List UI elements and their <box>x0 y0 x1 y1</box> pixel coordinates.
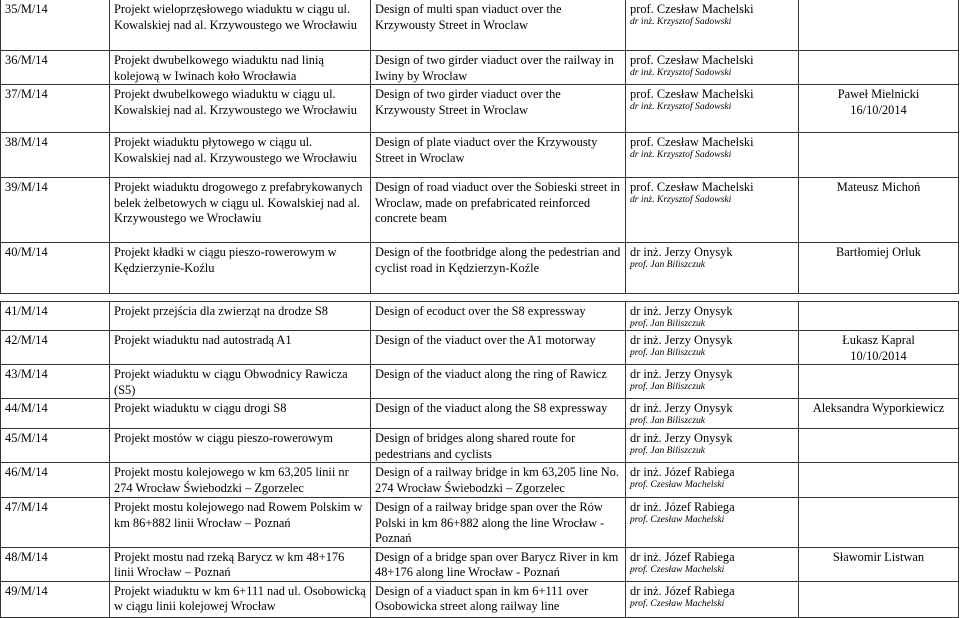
polish-title: Projekt dwubelkowego wiaduktu nad linią kolejową w Iwinach koło Wrocławia <box>110 51 371 85</box>
student-name: Łukasz Kapral <box>842 333 915 347</box>
supervisors <box>626 302 799 331</box>
student-cell <box>799 85 959 133</box>
thesis-number: 36/M/14 <box>1 51 110 85</box>
student-cell <box>799 243 959 294</box>
supervisors <box>626 498 799 548</box>
polish-title: Projekt wiaduktu płytowego w ciągu ul. Kowalskiej nad al. Krzywoustego we Wrocławiu <box>110 133 371 178</box>
supervisor: prof. Czesław Machelski <box>630 180 754 194</box>
student-name: Sławomir Listwan <box>832 549 925 564</box>
english-title: Design of a viaduct span in km 6+111 over Osobowicka street along railway line <box>371 581 626 617</box>
table-row <box>1 243 959 294</box>
english-title: Design of a bridge span over Barycz River in km 48+176 along line Wrocław - Poznań <box>371 547 626 581</box>
co-supervisor: prof. Czesław Machelski <box>630 597 725 609</box>
english-title: Design of a railway bridge in km 63,205 line No. 274 Wrocław Świebodzki – Zgorzelec <box>371 463 626 498</box>
student-cell <box>799 581 959 617</box>
supervisor: dr inż. Józef Rabiega <box>630 500 735 514</box>
student-cell <box>799 331 959 365</box>
thesis-number: 42/M/14 <box>1 331 110 365</box>
table-row <box>1 547 959 581</box>
thesis-number: 47/M/14 <box>1 498 110 548</box>
co-supervisor: dr inż. Krzysztof Sadowski <box>630 101 732 112</box>
table-row <box>1 331 959 365</box>
table-row <box>1 399 959 429</box>
supervisors <box>626 85 799 133</box>
table-row <box>1 581 959 617</box>
supervisor: dr inż. Jerzy Onysyk <box>630 304 733 318</box>
assignment-date: 16/10/2014 <box>850 102 907 117</box>
student-name: Paweł Mielnicki <box>837 87 920 101</box>
table-row <box>1 463 959 498</box>
polish-title: Projekt wiaduktu w km 6+111 nad ul. Osobowicką w ciągu linii kolejowej Wrocław <box>110 581 371 617</box>
polish-title: Projekt wiaduktu nad autostradą A1 <box>110 331 371 365</box>
thesis-table-top <box>0 0 959 294</box>
thesis-number: 35/M/14 <box>1 0 110 51</box>
english-title: Design of multi span viaduct over the Krzywousty Street in Wroclaw <box>371 0 626 51</box>
supervisors <box>626 463 799 498</box>
thesis-number: 46/M/14 <box>1 463 110 498</box>
co-supervisor: prof. Czesław Machelski <box>630 514 725 525</box>
student-cell <box>799 547 959 581</box>
student-name: Mateusz Michoń <box>836 180 921 194</box>
english-title: Design of road viaduct over the Sobieski street in Wroclaw, made on prefabricated reinforced concrete beam <box>371 178 626 243</box>
polish-title: Projekt mostu nad rzeką Barycz w km 48+176 linii Wrocław – Poznań <box>110 547 371 581</box>
student-cell <box>799 429 959 463</box>
student-cell <box>799 463 959 498</box>
supervisor: prof. Czesław Machelski <box>630 2 754 16</box>
polish-title: Projekt wieloprzęsłowego wiaduktu w ciągu ul. Kowalskiej nad al. Krzywoustego we Wrocławiu <box>110 0 371 51</box>
thesis-number: 37/M/14 <box>1 85 110 133</box>
supervisor: dr inż. Jerzy Onysyk <box>630 431 733 445</box>
student-cell <box>799 178 959 243</box>
polish-title: Projekt mostu kolejowego nad Rowem Polskim w km 86+882 linii Wrocław – Poznań <box>110 498 371 548</box>
table-row <box>1 0 959 51</box>
polish-title: Projekt mostów w ciągu pieszo-rowerowym <box>110 429 371 463</box>
english-title: Design of two girder viaduct over the railway in Iwiny by Wroclaw <box>371 51 626 85</box>
english-title: Design of the footbridge along the pedestrian and cyclist road in Kędzierzyn-Koźle <box>371 243 626 294</box>
co-supervisor: prof. Czesław Machelski <box>630 479 725 490</box>
table-row <box>1 365 959 399</box>
student-cell <box>799 498 959 548</box>
polish-title: Projekt kładki w ciągu pieszo-rowerowym w Kędzierzynie-Koźlu <box>110 243 371 294</box>
english-title: Design of a railway bridge span over the Rów Polski in km 86+882 along the line Wrocław - Poznań <box>371 498 626 548</box>
english-title: Design of two girder viaduct over the Krzywousty Street in Wroclaw <box>371 85 626 133</box>
polish-title: Projekt dwubelkowego wiaduktu w ciągu ul. Kowalskiej nad al. Krzywoustego we Wrocławiu <box>110 85 371 133</box>
thesis-number: 49/M/14 <box>1 581 110 617</box>
table-row <box>1 498 959 548</box>
english-title: Design of the viaduct along the ring of Rawicz <box>371 365 626 399</box>
table-row <box>1 51 959 85</box>
thesis-number: 38/M/14 <box>1 133 110 178</box>
supervisors <box>626 0 799 51</box>
english-title: Design of the viaduct along the S8 expressway <box>371 399 626 429</box>
supervisor: prof. Czesław Machelski <box>630 53 754 67</box>
table-row <box>1 133 959 178</box>
supervisors <box>626 331 799 365</box>
table-row <box>1 429 959 463</box>
supervisors <box>626 429 799 463</box>
co-supervisor: prof. Jan Biliszczuk <box>630 347 706 358</box>
supervisors <box>626 243 799 294</box>
supervisor: prof. Czesław Machelski <box>630 87 754 101</box>
supervisors <box>626 547 799 581</box>
supervisors <box>626 178 799 243</box>
student-cell <box>799 365 959 399</box>
english-title: Design of plate viaduct over the Krzywousty Street in Wroclaw <box>371 133 626 178</box>
assignment-date: 10/10/2014 <box>850 348 907 363</box>
student-name: Aleksandra Wyporkiewicz <box>812 401 945 415</box>
table-row <box>1 85 959 133</box>
supervisor: dr inż. Jerzy Onysyk <box>630 401 733 415</box>
supervisors <box>626 51 799 85</box>
student-cell <box>799 51 959 85</box>
thesis-number: 41/M/14 <box>1 302 110 331</box>
thesis-number: 45/M/14 <box>1 429 110 463</box>
student-cell <box>799 302 959 331</box>
table-row <box>1 178 959 243</box>
supervisor: prof. Czesław Machelski <box>630 135 754 149</box>
english-title: Design of the viaduct over the A1 motorway <box>371 331 626 365</box>
supervisors <box>626 399 799 429</box>
supervisors <box>626 581 799 617</box>
table-row <box>1 302 959 331</box>
thesis-number: 39/M/14 <box>1 178 110 243</box>
co-supervisor: dr inż. Krzysztof Sadowski <box>630 194 732 205</box>
supervisor: dr inż. Józef Rabiega <box>630 549 735 564</box>
thesis-number: 43/M/14 <box>1 365 110 399</box>
student-cell <box>799 0 959 51</box>
thesis-table-bottom <box>0 301 959 618</box>
polish-title: Projekt wiaduktu drogowego z prefabrykowanych belek żelbetowych w ciągu ul. Kowalskiej nad al. Krzywoustego we Wrocławiu <box>110 178 371 243</box>
co-supervisor: prof. Czesław Machelski <box>630 563 725 575</box>
student-name: Bartłomiej Orluk <box>836 245 921 259</box>
polish-title: Projekt przejścia dla zwierząt na drodze S8 <box>110 302 371 331</box>
co-supervisor: prof. Jan Biliszczuk <box>630 445 706 456</box>
co-supervisor: prof. Jan Biliszczuk <box>630 415 706 426</box>
polish-title: Projekt mostu kolejowego w km 63,205 linii nr 274 Wrocław Świebodzki – Zgorzelec <box>110 463 371 498</box>
polish-title: Projekt wiaduktu w ciągu Obwodnicy Rawicza (S5) <box>110 365 371 399</box>
supervisor: dr inż. Józef Rabiega <box>630 583 735 598</box>
student-cell <box>799 399 959 429</box>
co-supervisor: prof. Jan Biliszczuk <box>630 259 706 270</box>
supervisors <box>626 365 799 399</box>
supervisor: dr inż. Jerzy Onysyk <box>630 367 733 381</box>
co-supervisor: prof. Jan Biliszczuk <box>630 381 706 392</box>
thesis-number: 48/M/14 <box>1 547 110 581</box>
co-supervisor: prof. Jan Biliszczuk <box>630 318 706 329</box>
english-title: Design of bridges along shared route for pedestrians and cyclists <box>371 429 626 463</box>
co-supervisor: dr inż. Krzysztof Sadowski <box>630 67 732 78</box>
polish-title: Projekt wiaduktu w ciągu drogi S8 <box>110 399 371 429</box>
co-supervisor: dr inż. Krzysztof Sadowski <box>630 16 732 27</box>
thesis-number: 40/M/14 <box>1 243 110 294</box>
co-supervisor: dr inż. Krzysztof Sadowski <box>630 149 732 160</box>
student-cell <box>799 133 959 178</box>
supervisor: dr inż. Jerzy Onysyk <box>630 333 733 347</box>
thesis-number: 44/M/14 <box>1 399 110 429</box>
supervisor: dr inż. Jerzy Onysyk <box>630 245 733 259</box>
supervisors <box>626 133 799 178</box>
english-title: Design of ecoduct over the S8 expressway <box>371 302 626 331</box>
supervisor: dr inż. Józef Rabiega <box>630 465 735 479</box>
